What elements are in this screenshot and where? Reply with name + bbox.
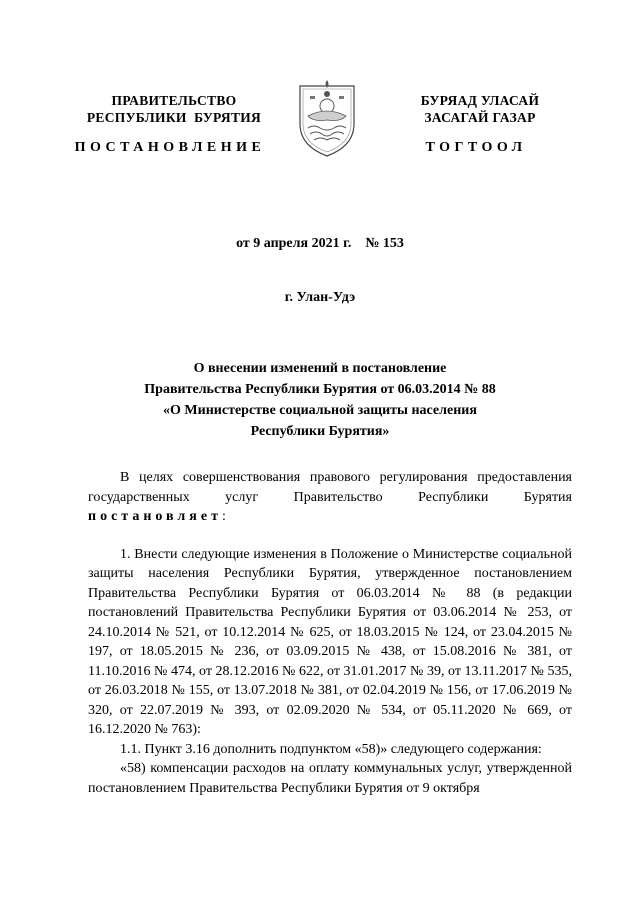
date-number-line bbox=[0, 236, 640, 252]
resolves-word: постановляет bbox=[88, 509, 222, 524]
header-left-line2: РЕСПУБЛИКИ БУРЯТИЯ bbox=[86, 110, 262, 125]
clause-1-1-paragraph: 1.1. Пункт 3.16 дополнить подпунктом «58)» следующего содержания: bbox=[120, 741, 542, 757]
header-left-line1: ПРАВИТЕЛЬСТВО bbox=[111, 93, 237, 108]
clause-1-paragraph: 1. Внести следующие изменения в Положение о Министерстве социальной защиты населения Республики Бурятия, утвержденное постановлением Правительства Республики Бурятия от 06.03.2014 № 88 (в редакции постановлений Правительства Республики Бурятия от 03.06.2014 № 253, от 24.10.2014 № 521, от 10.12.2014 № 625, от 18.03.2015 № 124, от 23.04.2015 № 197, от 18.05.2015 № 236, от 03.09.2015 № 438, от 15.08.2016 № 381, от 11.10.2016 № 474, от 28.12.2016 № 622, от 31.01.2017 № 39, от 13.11.2017 № 535, от 26.03.2018 № 155, от 13.07.2018 № 381, от 02.04.2019 № 156, от 17.06.2019 № 320, от 22.07.2019 № 393, от 02.09.2020 № 534, от 05.11.2020 № 669, от 16.12.2020 № 763): bbox=[88, 546, 572, 737]
coat-of-arms-icon bbox=[296, 76, 358, 158]
title-line: Правительства Республики Бурятия от 06.03.2014 № 88 bbox=[144, 382, 496, 397]
title-line: О внесении изменений в постановление bbox=[193, 361, 447, 376]
document-title bbox=[100, 358, 540, 442]
title-line: Республики Бурятия» bbox=[250, 424, 390, 439]
government-name-russian bbox=[64, 92, 284, 126]
preamble-tail: : bbox=[221, 509, 226, 524]
city: г. Улан-Удэ bbox=[284, 290, 356, 305]
document-body bbox=[88, 468, 572, 798]
preamble-text: В целях совершенствования правового регулирования предоставления государственных услуг Правительство Республики Бурятия bbox=[88, 470, 572, 505]
doc-type-russian: ПОСТАНОВЛЕНИЕ bbox=[74, 140, 266, 155]
header-right-line2: ЗАСАГАЙ ГАЗАР bbox=[424, 110, 536, 125]
doc-type-buryat: ТОГТООЛ bbox=[425, 140, 527, 155]
preamble-paragraph bbox=[88, 468, 572, 527]
subclause-58-paragraph: «58) компенсации расходов на оплату коммунальных услуг, утвержденной постановлением Правительства Республики Бурятия от 9 октября bbox=[88, 761, 572, 796]
government-name-buryat bbox=[380, 92, 580, 126]
title-line: «О Министерстве социальной защиты населения bbox=[163, 403, 477, 418]
header-right-line1: БУРЯАД УЛАСАЙ bbox=[420, 93, 540, 108]
document-number: № 153 bbox=[365, 236, 404, 251]
document-date: от 9 апреля 2021 г. bbox=[236, 236, 352, 251]
